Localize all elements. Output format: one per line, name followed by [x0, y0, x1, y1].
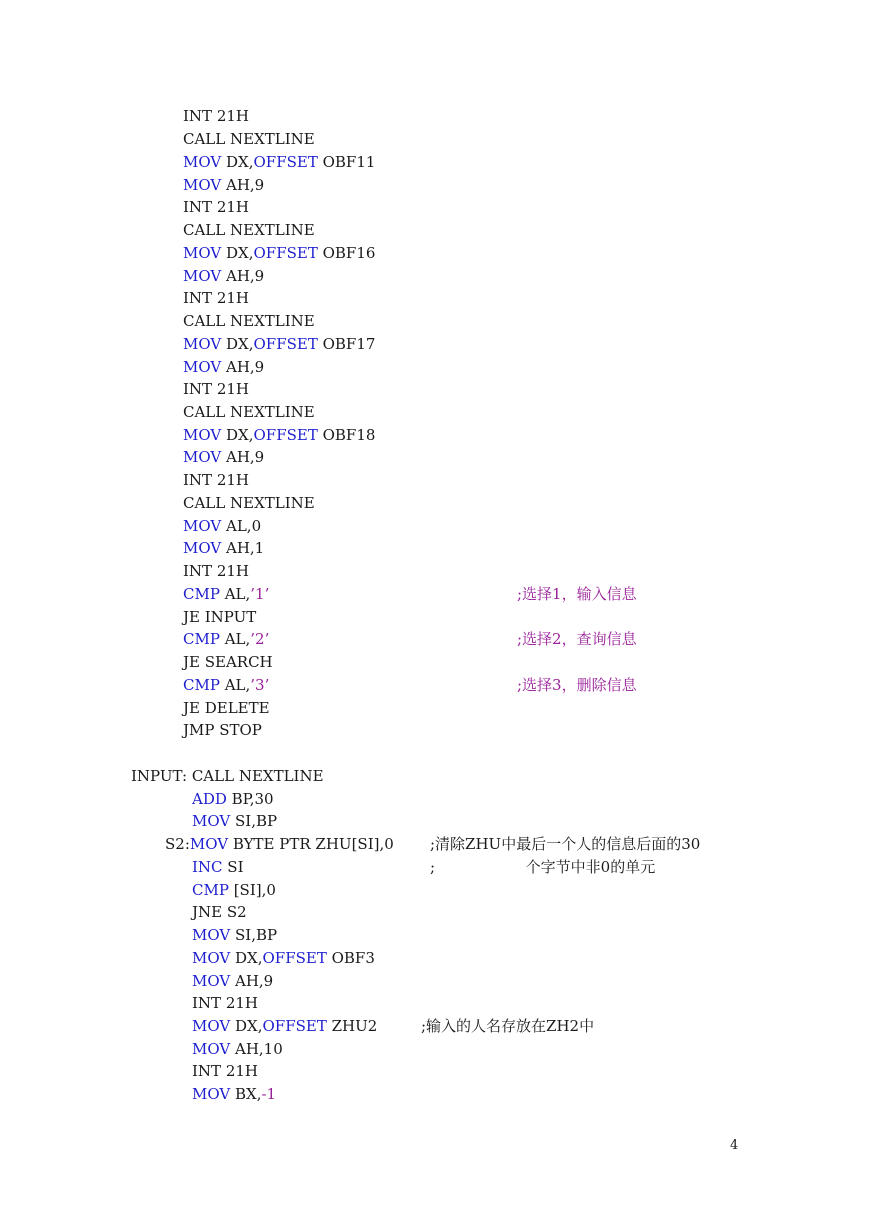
code-token: OBF16	[317, 244, 376, 262]
keyword-token: OFFSET	[253, 335, 318, 353]
code-line	[192, 993, 258, 1013]
code-token: DX,	[230, 1017, 263, 1035]
code-line	[183, 357, 264, 377]
code-line	[183, 106, 249, 126]
code-token: ZHU2	[326, 1017, 378, 1035]
code-token: CALL NEXTLINE	[183, 221, 315, 239]
code-line	[192, 857, 244, 877]
code-line	[183, 675, 269, 695]
code-token: AH,9	[221, 448, 265, 466]
code-line	[183, 402, 315, 422]
code-token: INT 21H	[183, 107, 249, 125]
keyword-token: MOV	[183, 335, 222, 353]
code-token: JE SEARCH	[183, 653, 273, 671]
code-token: INT 21H	[183, 380, 249, 398]
code-line	[192, 811, 277, 831]
keyword-token: CMP	[183, 585, 220, 603]
literal-token: ’2’	[250, 630, 270, 648]
code-line	[192, 971, 273, 991]
code-token: INT 21H	[183, 289, 249, 307]
code-line	[192, 1039, 283, 1059]
keyword-token: MOV	[183, 244, 222, 262]
code-token: INT 21H	[192, 1062, 258, 1080]
literal-token: ’3’	[250, 676, 270, 694]
code-comment: ;清除ZHU中最后一个人的信息后面的30	[430, 835, 701, 853]
code-token: SI,BP	[230, 926, 278, 944]
code-line	[183, 607, 256, 627]
keyword-token: MOV	[183, 153, 222, 171]
keyword-token: INC	[192, 858, 223, 876]
code-line	[183, 516, 261, 536]
code-line	[183, 129, 315, 149]
keyword-token: MOV	[192, 1040, 231, 1058]
code-token: AL,	[219, 630, 251, 648]
keyword-token: OFFSET	[262, 949, 327, 967]
code-token: [SI],0	[228, 881, 276, 899]
keyword-token: MOV	[183, 539, 222, 557]
code-token: JNE S2	[192, 903, 247, 921]
page-number: 4	[730, 1138, 739, 1153]
code-token: AL,	[219, 676, 251, 694]
code-token: AL,	[219, 585, 251, 603]
keyword-token: OFFSET	[253, 244, 318, 262]
code-line	[183, 470, 249, 490]
keyword-token: CMP	[183, 676, 220, 694]
code-line	[183, 334, 375, 354]
code-line	[192, 902, 247, 922]
keyword-token: CMP	[183, 630, 220, 648]
code-comment: ;选择1，输入信息	[517, 585, 637, 603]
keyword-token: MOV	[183, 267, 222, 285]
keyword-token: OFFSET	[262, 1017, 327, 1035]
code-token: OBF11	[317, 153, 376, 171]
code-token: AH,9	[230, 972, 274, 990]
code-token: DX,	[221, 153, 254, 171]
keyword-token: ADD	[192, 790, 227, 808]
code-token: CALL NEXTLINE	[183, 312, 315, 330]
code-line	[183, 698, 270, 718]
code-line	[183, 584, 269, 604]
code-line	[183, 493, 315, 513]
code-token: AL,0	[221, 517, 262, 535]
code-token: CALL NEXTLINE	[183, 403, 315, 421]
keyword-token: MOV	[183, 358, 222, 376]
code-line	[192, 925, 277, 945]
code-line	[183, 561, 249, 581]
keyword-token: MOV	[183, 517, 222, 535]
code-token: JE DELETE	[183, 699, 270, 717]
code-token: JMP STOP	[183, 721, 262, 739]
keyword-token: MOV	[183, 448, 222, 466]
code-token: SI,BP	[230, 812, 278, 830]
keyword-token: MOV	[192, 812, 231, 830]
keyword-token: MOV	[192, 1017, 231, 1035]
code-token: SI	[222, 858, 244, 876]
code-line	[183, 197, 249, 217]
keyword-token: MOV	[192, 926, 231, 944]
code-line	[183, 379, 249, 399]
code-token: JE INPUT	[183, 608, 257, 626]
code-token: DX,	[221, 335, 254, 353]
code-token: OBF17	[317, 335, 376, 353]
code-line	[192, 1016, 377, 1036]
code-token: OBF18	[317, 426, 376, 444]
code-comment: ;选择2，查询信息	[517, 630, 637, 648]
code-line	[183, 652, 273, 672]
code-token: AH,1	[221, 539, 265, 557]
code-comment: ;选择3，删除信息	[517, 676, 637, 694]
code-token: CALL NEXTLINE	[183, 130, 315, 148]
keyword-token: MOV	[192, 949, 231, 967]
code-line	[183, 311, 315, 331]
code-token: AH,9	[221, 358, 265, 376]
code-token: AH,9	[221, 176, 265, 194]
keyword-token: MOV	[183, 176, 222, 194]
code-token: S2:	[165, 835, 190, 853]
code-token: INT 21H	[192, 994, 258, 1012]
code-line	[183, 720, 262, 740]
keyword-token: MOV	[192, 972, 231, 990]
code-line	[183, 425, 375, 445]
code-line	[183, 266, 264, 286]
code-line	[192, 789, 274, 809]
code-line	[183, 288, 249, 308]
code-token: OBF3	[326, 949, 375, 967]
code-token: INPUT: CALL NEXTLINE	[131, 767, 324, 785]
code-token: INT 21H	[183, 198, 249, 216]
keyword-token: OFFSET	[253, 426, 318, 444]
code-line	[183, 447, 264, 467]
code-comment: ;输入的人名存放在ZH2中	[421, 1017, 595, 1035]
code-line	[183, 538, 264, 558]
code-line	[131, 766, 324, 786]
literal-token: ’1’	[250, 585, 270, 603]
code-line	[192, 1084, 276, 1104]
code-token: DX,	[221, 426, 254, 444]
code-token: BP,30	[226, 790, 274, 808]
code-comment: ; 个字节中非0的单元	[430, 858, 656, 876]
keyword-token: CMP	[192, 881, 229, 899]
code-token: INT 21H	[183, 562, 249, 580]
code-line	[183, 220, 315, 240]
code-token: AH,10	[230, 1040, 283, 1058]
code-token: CALL NEXTLINE	[183, 494, 315, 512]
code-token: AH,9	[221, 267, 265, 285]
code-line	[183, 175, 264, 195]
code-token: DX,	[221, 244, 254, 262]
code-line	[183, 629, 269, 649]
keyword-token: MOV	[192, 1085, 231, 1103]
keyword-token: OFFSET	[253, 153, 318, 171]
keyword-token: MOV	[183, 426, 222, 444]
code-line	[165, 834, 394, 854]
literal-token: -1	[261, 1085, 277, 1103]
code-line	[192, 880, 276, 900]
code-token: BYTE PTR ZHU[SI],0	[228, 835, 394, 853]
code-line	[192, 948, 375, 968]
code-token: INT 21H	[183, 471, 249, 489]
code-line	[192, 1061, 258, 1081]
code-token: BX,	[230, 1085, 262, 1103]
keyword-token: MOV	[189, 835, 229, 853]
code-line	[183, 152, 375, 172]
code-line	[183, 243, 375, 263]
code-token: DX,	[230, 949, 263, 967]
